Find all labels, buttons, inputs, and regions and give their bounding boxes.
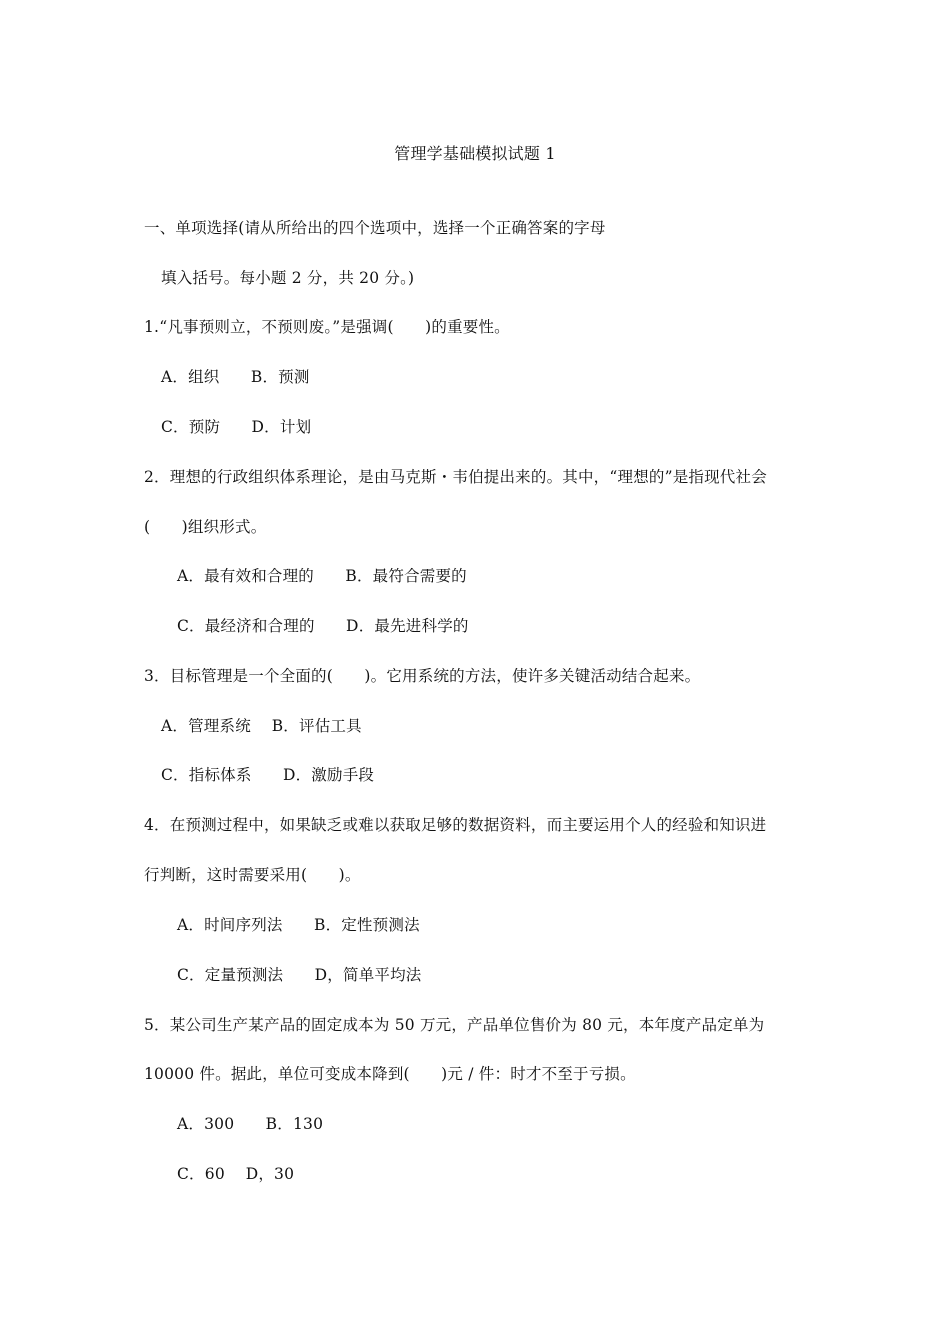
question-2-options-ab: A．最有效和合理的 B．最符合需要的 (177, 567, 467, 585)
question-3-stem: 3．目标管理是一个全面的( )。它用系统的方法，使许多关键活动结合起来。 (144, 667, 701, 685)
question-5-stem-line-1: 5．某公司生产某产品的固定成本为 50 万元，产品单位售价为 80 元，本年度产品定单为 (144, 1016, 765, 1034)
question-5-stem-line-2: 10000 件。据此，单位可变成本降到( )元 / 件：时才不至于亏损。 (144, 1065, 636, 1083)
question-5-options-cd: C．60 D，30 (177, 1165, 295, 1183)
question-1-options-ab: A．组织 B．预测 (161, 368, 310, 386)
page-title: 管理学基础模拟试题 1 (394, 144, 556, 163)
question-1-stem: 1.“凡事预则立，不预则废。”是强调( )的重要性。 (144, 318, 510, 336)
question-4-stem-line-2: 行判断，这时需要采用( )。 (144, 866, 361, 884)
question-2-stem-line-1: 2．理想的行政组织体系理论，是由马克斯・韦伯提出来的。其中，“理想的”是指现代社会 (144, 468, 767, 486)
question-5-options-ab: A．300 B．130 (177, 1115, 324, 1133)
section-heading-line-2: 填入括号。每小题 2 分，共 20 分。) (161, 269, 415, 287)
section-heading-line-1: 一、单项选择(请从所给出的四个选项中，选择一个正确答案的字母 (144, 219, 606, 237)
question-2-stem-line-2: ( )组织形式。 (144, 518, 267, 536)
question-1-options-cd: C．预防 D．计划 (161, 418, 312, 436)
question-3-options-cd: C．指标体系 D．激励手段 (161, 766, 375, 784)
question-4-stem-line-1: 4．在预测过程中，如果缺乏或难以获取足够的数据资料，而主要运用个人的经验和知识进 (144, 816, 767, 834)
question-4-options-ab: A．时间序列法 B．定性预测法 (177, 916, 420, 934)
question-4-options-cd: C．定量预测法 D，简单平均法 (177, 966, 422, 984)
question-2-options-cd: C．最经济和合理的 D．最先进科学的 (177, 617, 469, 635)
question-3-options-ab: A．管理系统 B．评估工具 (161, 717, 362, 735)
